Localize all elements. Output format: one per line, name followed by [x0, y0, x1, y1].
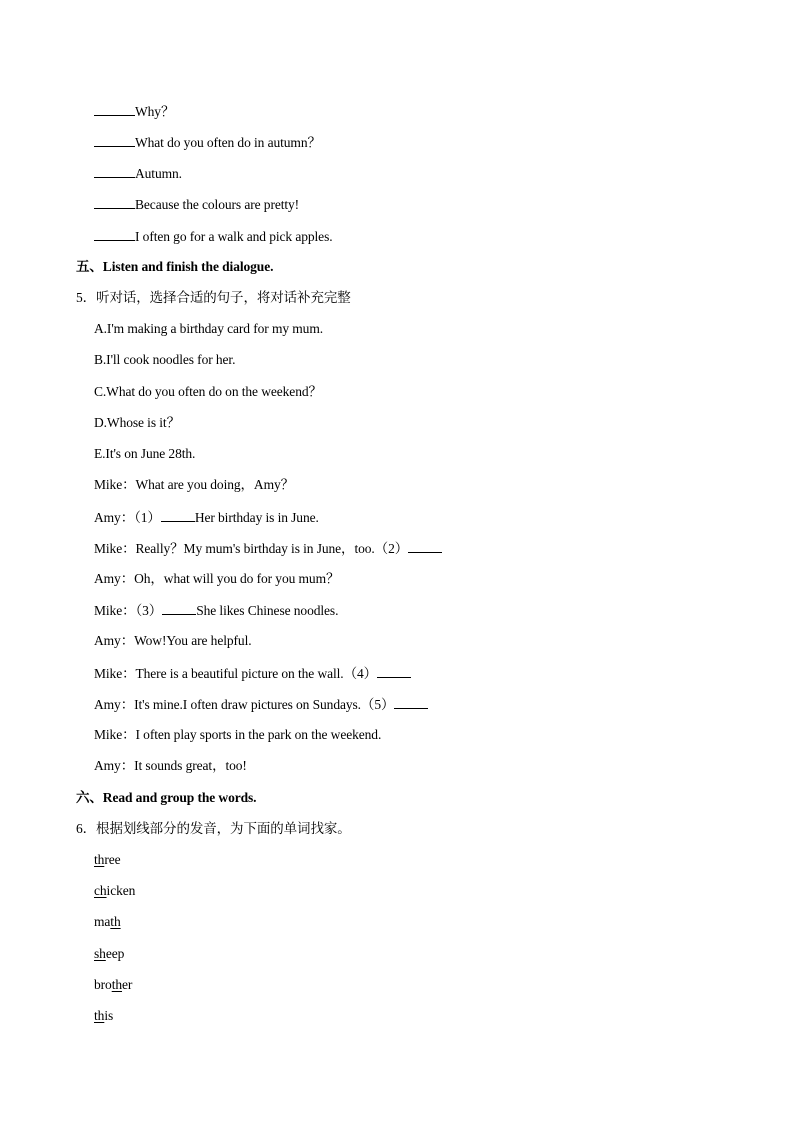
word-item: three	[94, 852, 121, 867]
ordering-item-text: I often go for a walk and pick apples.	[135, 229, 333, 244]
dialogue-line: Mike：（3） She likes Chinese noodles.	[94, 603, 339, 618]
dialogue-line: Amy：（1） Her birthday is in June.	[94, 510, 319, 525]
word-item: sheep	[94, 946, 125, 961]
answer-blank-3[interactable]	[162, 601, 196, 615]
option-item: A.I'm making a birthday card for my mum.	[94, 321, 324, 336]
option-item: B.I'll cook noodles for her.	[94, 352, 236, 367]
dialogue-line: Amy：Oh，what will you do for you mum？	[94, 571, 340, 586]
answer-blank-5[interactable]	[394, 695, 428, 709]
word-item: chicken	[94, 883, 136, 898]
underlined-sound: sh	[94, 946, 106, 961]
word-item: brother	[94, 977, 133, 992]
question-prompt: 5．听对话，选择合适的句子，将对话补充完整	[76, 290, 351, 305]
answer-blank[interactable]	[94, 102, 135, 116]
dialogue-line: Mike：There is a beautiful picture on the wall.（4）	[94, 664, 411, 683]
dialogue-line: Mike：What are you doing，Amy？	[94, 477, 295, 492]
ordering-item	[94, 133, 321, 152]
ordering-item-text: Autumn.	[135, 166, 182, 181]
underlined-sound: th	[111, 977, 123, 992]
section-heading: 六、Read and group the words.	[76, 790, 257, 805]
word-item: this	[94, 1008, 114, 1023]
underlined-sound: th	[94, 852, 105, 867]
answer-blank[interactable]	[94, 195, 135, 209]
answer-blank-1[interactable]	[161, 508, 195, 522]
ordering-item-text: Because the colours are pretty!	[135, 197, 300, 212]
ordering-item	[94, 164, 182, 183]
answer-blank-2[interactable]	[408, 539, 442, 553]
ordering-item	[94, 227, 333, 246]
option-item: E.It's on June 28th.	[94, 446, 196, 461]
ordering-item-text: What do you often do in autumn？	[135, 135, 321, 150]
ordering-item-text: Why？	[135, 104, 175, 119]
dialogue-line: Amy：It sounds great，too!	[94, 758, 247, 773]
question-prompt: 6．根据划线部分的发音，为下面的单词找家。	[76, 821, 351, 836]
dialogue-line: Amy：Wow!You are helpful.	[94, 633, 252, 648]
dialogue-line: Mike：Really？My mum's birthday is in June，too.（2）	[94, 539, 442, 558]
underlined-sound: th	[110, 914, 121, 929]
answer-blank-4[interactable]	[377, 664, 411, 678]
answer-blank[interactable]	[94, 133, 135, 147]
option-item: C.What do you often do on the weekend？	[94, 384, 322, 399]
section-heading: 五、Listen and finish the dialogue.	[76, 259, 274, 274]
option-item: D.Whose is it？	[94, 415, 180, 430]
answer-blank[interactable]	[94, 164, 135, 178]
word-item: math	[94, 914, 121, 929]
dialogue-line: Amy：It's mine.I often draw pictures on Sundays.（5）	[94, 695, 428, 714]
underlined-sound: ch	[94, 883, 107, 898]
answer-blank[interactable]	[94, 227, 135, 241]
underlined-sound: th	[94, 1008, 105, 1023]
ordering-item	[94, 102, 174, 121]
ordering-item	[94, 195, 299, 214]
dialogue-line: Mike：I often play sports in the park on the weekend.	[94, 727, 382, 742]
